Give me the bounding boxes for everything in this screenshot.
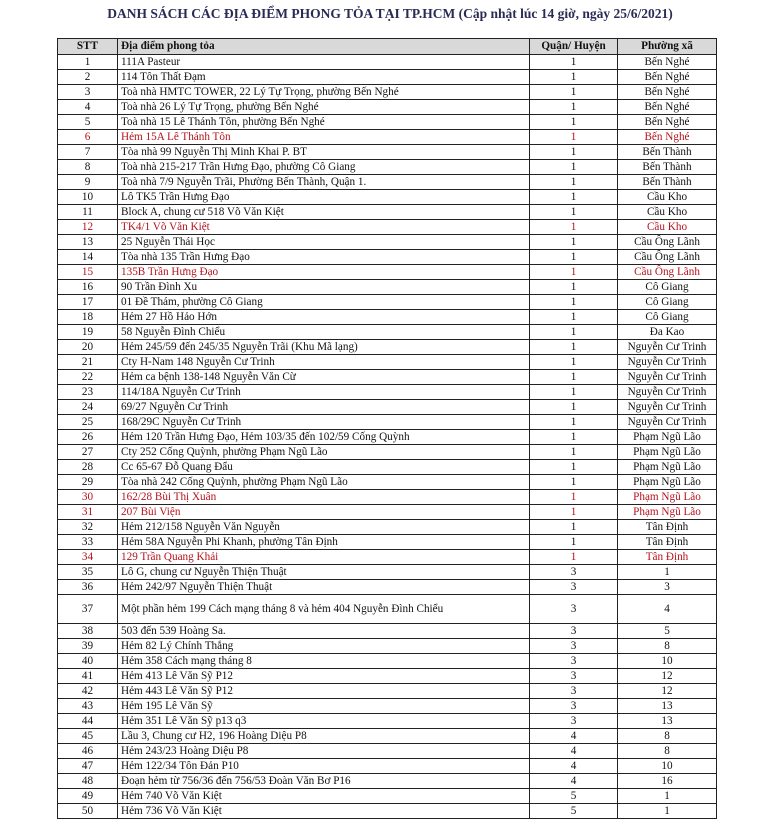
table-row xyxy=(58,699,717,714)
table-row xyxy=(58,535,717,550)
cell-ward: Bến Thành xyxy=(618,160,717,175)
page-title: DANH SÁCH CÁC ĐỊA ĐIỂM PHONG TỎA TẠI TP.HCM (Cập nhật lúc 14 giờ, ngày 25/6/2021) xyxy=(107,6,673,21)
table-row xyxy=(58,160,717,175)
cell-stt: 13 xyxy=(58,235,118,250)
cell-ward: Nguyễn Cư Trinh xyxy=(618,400,717,415)
table-row xyxy=(58,325,717,340)
cell-district: 5 xyxy=(530,804,618,819)
cell-stt: 29 xyxy=(58,475,118,490)
table-row xyxy=(58,70,717,85)
cell-district: 1 xyxy=(530,100,618,115)
cell-ward: 1 xyxy=(618,565,717,580)
cell-ward: Bến Nghé xyxy=(618,115,717,130)
cell-ward: Nguyễn Cư Trinh xyxy=(618,340,717,355)
cell-location: 58 Nguyễn Đình Chiểu xyxy=(118,325,530,340)
cell-stt: 12 xyxy=(58,220,118,235)
cell-district: 1 xyxy=(530,475,618,490)
table-header-row xyxy=(58,39,717,55)
cell-location: 168/29C Nguyễn Cư Trinh xyxy=(118,415,530,430)
cell-stt: 6 xyxy=(58,130,118,145)
cell-district: 1 xyxy=(530,130,618,145)
cell-location: Toà nhà 26 Lý Tự Trọng, phường Bến Nghé xyxy=(118,100,530,115)
table-row xyxy=(58,639,717,654)
table-row xyxy=(58,55,717,70)
cell-district: 1 xyxy=(530,205,618,220)
cell-stt: 28 xyxy=(58,460,118,475)
header-location: Địa điểm phong tỏa xyxy=(118,39,530,55)
table-row xyxy=(58,190,717,205)
cell-stt: 36 xyxy=(58,580,118,595)
cell-ward: 8 xyxy=(618,744,717,759)
cell-ward: Cầu Ông Lãnh xyxy=(618,265,717,280)
cell-location: Toà nhà 15 Lê Thánh Tôn, phường Bến Nghé xyxy=(118,115,530,130)
cell-stt: 10 xyxy=(58,190,118,205)
cell-stt: 2 xyxy=(58,70,118,85)
cell-district: 1 xyxy=(530,265,618,280)
table-row xyxy=(58,804,717,819)
table-row xyxy=(58,400,717,415)
table-row xyxy=(58,565,717,580)
cell-ward: Bến Nghé xyxy=(618,70,717,85)
cell-district: 1 xyxy=(530,355,618,370)
cell-location: Lô G, chung cư Nguyễn Thiện Thuật xyxy=(118,565,530,580)
cell-location: Hẻm 27 Hồ Hảo Hớn xyxy=(118,310,530,325)
cell-district: 3 xyxy=(530,580,618,595)
table-row xyxy=(58,100,717,115)
cell-district: 1 xyxy=(530,190,618,205)
cell-stt: 44 xyxy=(58,714,118,729)
cell-ward: 8 xyxy=(618,639,717,654)
cell-location: TK4/1 Võ Văn Kiệt xyxy=(118,220,530,235)
cell-ward: Bến Nghé xyxy=(618,130,717,145)
cell-district: 1 xyxy=(530,535,618,550)
cell-district: 1 xyxy=(530,220,618,235)
cell-stt: 47 xyxy=(58,759,118,774)
table-row xyxy=(58,595,717,624)
cell-ward: Nguyễn Cư Trinh xyxy=(618,355,717,370)
cell-stt: 25 xyxy=(58,415,118,430)
cell-district: 1 xyxy=(530,115,618,130)
table-row xyxy=(58,340,717,355)
header-district: Quận/ Huyện xyxy=(530,39,618,55)
table-row xyxy=(58,624,717,639)
cell-ward: Tân Định xyxy=(618,550,717,565)
cell-district: 3 xyxy=(530,699,618,714)
cell-stt: 24 xyxy=(58,400,118,415)
cell-ward: Bến Nghé xyxy=(618,85,717,100)
cell-location: Cty 252 Cống Quỳnh, phường Phạm Ngũ Lão xyxy=(118,445,530,460)
table-row xyxy=(58,789,717,804)
cell-stt: 49 xyxy=(58,789,118,804)
table-row xyxy=(58,85,717,100)
cell-stt: 17 xyxy=(58,295,118,310)
cell-district: 3 xyxy=(530,639,618,654)
cell-location: Tòa nhà 99 Nguyễn Thị Minh Khai P. BT xyxy=(118,145,530,160)
cell-ward: Cầu Ông Lãnh xyxy=(618,235,717,250)
cell-location: Hẻm 212/158 Nguyễn Văn Nguyễn xyxy=(118,520,530,535)
cell-location: Hẻm 120 Trần Hưng Đạo, Hẻm 103/35 đến 102/59 Cống Quỳnh xyxy=(118,430,530,445)
cell-stt: 1 xyxy=(58,55,118,70)
cell-stt: 31 xyxy=(58,505,118,520)
table-row xyxy=(58,490,717,505)
cell-district: 1 xyxy=(530,490,618,505)
cell-district: 3 xyxy=(530,669,618,684)
cell-location: Hẻm 195 Lê Văn Sỹ xyxy=(118,699,530,714)
cell-district: 1 xyxy=(530,520,618,535)
cell-stt: 3 xyxy=(58,85,118,100)
cell-ward: Nguyễn Cư Trinh xyxy=(618,385,717,400)
cell-ward: Cầu Kho xyxy=(618,205,717,220)
cell-district: 3 xyxy=(530,684,618,699)
table-row xyxy=(58,460,717,475)
table-row xyxy=(58,445,717,460)
table-row xyxy=(58,115,717,130)
table-row xyxy=(58,415,717,430)
cell-stt: 46 xyxy=(58,744,118,759)
cell-location: Cty H-Nam 148 Nguyễn Cư Trinh xyxy=(118,355,530,370)
cell-stt: 37 xyxy=(58,595,118,624)
cell-stt: 48 xyxy=(58,774,118,789)
cell-ward: 5 xyxy=(618,624,717,639)
cell-district: 1 xyxy=(530,505,618,520)
cell-district: 1 xyxy=(530,325,618,340)
cell-ward: Cô Giang xyxy=(618,310,717,325)
table-row xyxy=(58,669,717,684)
cell-stt: 23 xyxy=(58,385,118,400)
cell-stt: 19 xyxy=(58,325,118,340)
cell-stt: 26 xyxy=(58,430,118,445)
cell-district: 1 xyxy=(530,550,618,565)
cell-location: 114 Tôn Thất Đạm xyxy=(118,70,530,85)
cell-district: 1 xyxy=(530,310,618,325)
table-row xyxy=(58,235,717,250)
cell-ward: Cầu Ông Lãnh xyxy=(618,250,717,265)
cell-district: 1 xyxy=(530,175,618,190)
table-row xyxy=(58,355,717,370)
cell-location: 207 Bùi Viện xyxy=(118,505,530,520)
cell-stt: 7 xyxy=(58,145,118,160)
cell-district: 3 xyxy=(530,565,618,580)
cell-location: Hẻm 242/97 Nguyễn Thiện Thuật xyxy=(118,580,530,595)
table-row xyxy=(58,250,717,265)
cell-location: Hẻm 740 Võ Văn Kiệt xyxy=(118,789,530,804)
cell-location: Tòa nhà 135 Trần Hưng Đạo xyxy=(118,250,530,265)
cell-location: Toà nhà HMTC TOWER, 22 Lý Tự Trọng, phường Bến Nghé xyxy=(118,85,530,100)
cell-ward: Nguyễn Cư Trinh xyxy=(618,415,717,430)
cell-district: 1 xyxy=(530,85,618,100)
table-row xyxy=(58,430,717,445)
cell-district: 1 xyxy=(530,295,618,310)
cell-location: 135B Trần Hưng Đạo xyxy=(118,265,530,280)
cell-ward: Cầu Kho xyxy=(618,190,717,205)
cell-location: Hẻm 443 Lê Văn Sỹ P12 xyxy=(118,684,530,699)
table-row xyxy=(58,175,717,190)
cell-ward: 3 xyxy=(618,580,717,595)
table-row xyxy=(58,145,717,160)
cell-location: 114/18A Nguyễn Cư Trinh xyxy=(118,385,530,400)
table-body xyxy=(58,55,717,819)
cell-stt: 16 xyxy=(58,280,118,295)
cell-stt: 32 xyxy=(58,520,118,535)
cell-stt: 8 xyxy=(58,160,118,175)
cell-location: Hẻm ca bệnh 138-148 Nguyễn Văn Cừ xyxy=(118,370,530,385)
cell-location: 129 Trần Quang Khải xyxy=(118,550,530,565)
cell-location: 69/27 Nguyễn Cư Trinh xyxy=(118,400,530,415)
cell-stt: 50 xyxy=(58,804,118,819)
cell-district: 1 xyxy=(530,160,618,175)
header-stt: STT xyxy=(58,39,118,55)
cell-location: Toà nhà 7/9 Nguyễn Trãi, Phường Bến Thành, Quận 1. xyxy=(118,175,530,190)
table-row xyxy=(58,684,717,699)
cell-location: Hẻm 58A Nguyễn Phi Khanh, phường Tân Định xyxy=(118,535,530,550)
cell-district: 1 xyxy=(530,280,618,295)
cell-district: 1 xyxy=(530,445,618,460)
cell-stt: 14 xyxy=(58,250,118,265)
cell-stt: 9 xyxy=(58,175,118,190)
table-row xyxy=(58,280,717,295)
cell-ward: 13 xyxy=(618,714,717,729)
cell-district: 4 xyxy=(530,729,618,744)
cell-ward: Bến Thành xyxy=(618,145,717,160)
cell-ward: 10 xyxy=(618,654,717,669)
cell-ward: Tân Định xyxy=(618,520,717,535)
cell-district: 3 xyxy=(530,595,618,624)
cell-stt: 33 xyxy=(58,535,118,550)
cell-district: 1 xyxy=(530,235,618,250)
cell-location: Hẻm 245/59 đến 245/35 Nguyễn Trãi (Khu Mã lạng) xyxy=(118,340,530,355)
cell-location: 90 Trần Đình Xu xyxy=(118,280,530,295)
cell-ward: Bến Thành xyxy=(618,175,717,190)
cell-stt: 27 xyxy=(58,445,118,460)
cell-ward: 16 xyxy=(618,774,717,789)
cell-district: 5 xyxy=(530,789,618,804)
cell-location: Hẻm 351 Lê Văn Sỹ p13 q3 xyxy=(118,714,530,729)
cell-ward: Phạm Ngũ Lão xyxy=(618,505,717,520)
cell-stt: 4 xyxy=(58,100,118,115)
cell-ward: Bến Nghé xyxy=(618,55,717,70)
cell-ward: Bến Nghé xyxy=(618,100,717,115)
cell-stt: 35 xyxy=(58,565,118,580)
cell-location: 25 Nguyễn Thái Học xyxy=(118,235,530,250)
table-row xyxy=(58,654,717,669)
cell-district: 4 xyxy=(530,759,618,774)
cell-ward: 1 xyxy=(618,789,717,804)
cell-ward: Phạm Ngũ Lão xyxy=(618,460,717,475)
cell-location: Hẻm 15A Lê Thánh Tôn xyxy=(118,130,530,145)
cell-location: Lô TK5 Trần Hưng Đạo xyxy=(118,190,530,205)
table-row xyxy=(58,385,717,400)
cell-stt: 18 xyxy=(58,310,118,325)
table-row xyxy=(58,130,717,145)
table-row xyxy=(58,310,717,325)
cell-ward: 4 xyxy=(618,595,717,624)
cell-ward: 10 xyxy=(618,759,717,774)
cell-district: 1 xyxy=(530,400,618,415)
cell-stt: 41 xyxy=(58,669,118,684)
cell-district: 1 xyxy=(530,250,618,265)
cell-location: Hẻm 413 Lê Văn Sỹ P12 xyxy=(118,669,530,684)
table-row xyxy=(58,759,717,774)
cell-ward: Phạm Ngũ Lão xyxy=(618,475,717,490)
cell-location: Hẻm 736 Võ Văn Kiệt xyxy=(118,804,530,819)
cell-ward: Phạm Ngũ Lão xyxy=(618,445,717,460)
cell-location: 503 đến 539 Hoàng Sa. xyxy=(118,624,530,639)
cell-district: 1 xyxy=(530,70,618,85)
cell-district: 1 xyxy=(530,460,618,475)
cell-district: 1 xyxy=(530,340,618,355)
cell-ward: Nguyễn Cư Trinh xyxy=(618,370,717,385)
cell-location: Hẻm 358 Cách mạng tháng 8 xyxy=(118,654,530,669)
cell-stt: 21 xyxy=(58,355,118,370)
cell-ward: 13 xyxy=(618,699,717,714)
table-row xyxy=(58,265,717,280)
table-row xyxy=(58,295,717,310)
table-row xyxy=(58,205,717,220)
cell-location: Lầu 3, Chung cư H2, 196 Hoàng Diệu P8 xyxy=(118,729,530,744)
table-row xyxy=(58,505,717,520)
table-row xyxy=(58,550,717,565)
cell-ward: Cô Giang xyxy=(618,295,717,310)
cell-district: 3 xyxy=(530,624,618,639)
cell-location: Đoạn hẻm từ 756/36 đến 756/53 Đoàn Văn Bơ P16 xyxy=(118,774,530,789)
cell-stt: 43 xyxy=(58,699,118,714)
table-row xyxy=(58,520,717,535)
table-row xyxy=(58,714,717,729)
cell-district: 1 xyxy=(530,145,618,160)
cell-district: 3 xyxy=(530,654,618,669)
cell-ward: Phạm Ngũ Lão xyxy=(618,430,717,445)
table-row xyxy=(58,475,717,490)
cell-district: 1 xyxy=(530,370,618,385)
cell-stt: 45 xyxy=(58,729,118,744)
cell-location: 111A Pasteur xyxy=(118,55,530,70)
cell-district: 4 xyxy=(530,744,618,759)
cell-location: Tòa nhà 242 Cống Quỳnh, phường Phạm Ngũ Lão xyxy=(118,475,530,490)
cell-ward: 12 xyxy=(618,669,717,684)
cell-district: 1 xyxy=(530,430,618,445)
cell-district: 1 xyxy=(530,55,618,70)
cell-district: 4 xyxy=(530,774,618,789)
cell-ward: Cô Giang xyxy=(618,280,717,295)
cell-ward: 8 xyxy=(618,729,717,744)
cell-location: Cc 65-67 Đỗ Quang Đẩu xyxy=(118,460,530,475)
cell-stt: 11 xyxy=(58,205,118,220)
table-row xyxy=(58,774,717,789)
cell-location: Hẻm 122/34 Tôn Đản P10 xyxy=(118,759,530,774)
cell-location: Toà nhà 215-217 Trần Hưng Đạo, phường Cô Giang xyxy=(118,160,530,175)
cell-stt: 22 xyxy=(58,370,118,385)
cell-stt: 30 xyxy=(58,490,118,505)
cell-ward: 12 xyxy=(618,684,717,699)
cell-stt: 34 xyxy=(58,550,118,565)
lockdown-table xyxy=(57,38,717,819)
cell-ward: 1 xyxy=(618,804,717,819)
table-row xyxy=(58,580,717,595)
cell-stt: 40 xyxy=(58,654,118,669)
cell-location: Block A, chung cư 518 Võ Văn Kiệt xyxy=(118,205,530,220)
cell-location: Một phần hẻm 199 Cách mạng tháng 8 và hẻm 404 Nguyễn Đình Chiểu xyxy=(118,595,530,624)
cell-stt: 38 xyxy=(58,624,118,639)
cell-stt: 20 xyxy=(58,340,118,355)
table-row xyxy=(58,220,717,235)
cell-location: 01 Đề Thám, phường Cô Giang xyxy=(118,295,530,310)
table-row xyxy=(58,370,717,385)
cell-ward: Cầu Kho xyxy=(618,220,717,235)
table-row xyxy=(58,744,717,759)
cell-district: 1 xyxy=(530,385,618,400)
cell-stt: 15 xyxy=(58,265,118,280)
cell-ward: Tân Định xyxy=(618,535,717,550)
cell-location: 162/28 Bùi Thị Xuân xyxy=(118,490,530,505)
cell-district: 3 xyxy=(530,714,618,729)
table-row xyxy=(58,729,717,744)
cell-ward: Đa Kao xyxy=(618,325,717,340)
cell-stt: 42 xyxy=(58,684,118,699)
cell-stt: 5 xyxy=(58,115,118,130)
cell-ward: Phạm Ngũ Lão xyxy=(618,490,717,505)
cell-location: Hẻm 82 Lý Chính Thắng xyxy=(118,639,530,654)
header-ward: Phường xã xyxy=(618,39,717,55)
cell-district: 1 xyxy=(530,415,618,430)
cell-location: Hẻm 243/23 Hoàng Diệu P8 xyxy=(118,744,530,759)
cell-stt: 39 xyxy=(58,639,118,654)
